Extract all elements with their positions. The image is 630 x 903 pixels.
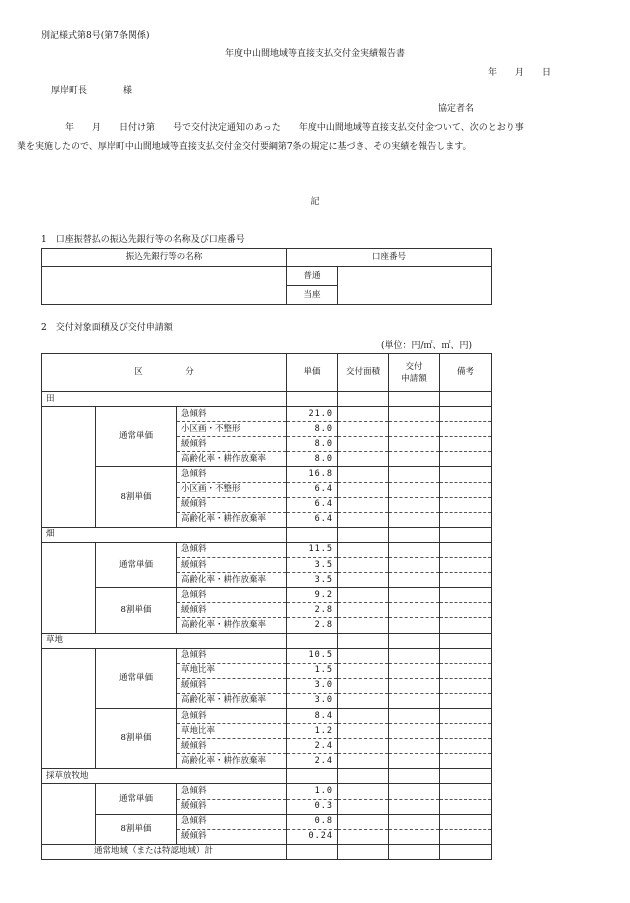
blank-cell <box>287 769 338 784</box>
input-cell[interactable] <box>338 512 389 527</box>
price-type: 通常単価 <box>96 407 177 467</box>
input-cell[interactable] <box>440 663 492 678</box>
input-cell[interactable] <box>338 678 389 693</box>
slope-category: 小区画・不整形 <box>177 482 287 497</box>
land-category-row <box>42 392 492 407</box>
slope-category: 緩傾斜 <box>177 603 287 618</box>
subsidy-area-table <box>41 353 492 860</box>
input-cell[interactable] <box>338 844 389 859</box>
land-category-row <box>42 769 492 784</box>
slope-category: 緩傾斜 <box>177 739 287 754</box>
col-amount-line1: 交付 <box>405 361 423 372</box>
indent-cell <box>42 588 96 633</box>
slope-category: 緩傾斜 <box>177 497 287 512</box>
input-cell[interactable] <box>440 467 492 482</box>
input-cell[interactable] <box>440 708 492 723</box>
input-cell[interactable] <box>389 407 440 422</box>
input-cell[interactable] <box>338 618 389 633</box>
section1-heading: 1 口座振替払の振込先銀行等の名称及び口座番号 <box>41 235 245 245</box>
slope-category: 急傾斜 <box>177 784 287 799</box>
account-type-futsu: 普通 <box>287 267 338 286</box>
input-cell[interactable] <box>389 708 440 723</box>
input-cell[interactable] <box>338 829 389 844</box>
unit-price-value: 0.8 <box>287 814 338 829</box>
input-cell[interactable] <box>389 512 440 527</box>
col-unit-price: 単価 <box>287 354 338 392</box>
input-cell[interactable] <box>440 799 492 814</box>
unit-price-value: 3.0 <box>287 678 338 693</box>
ki-mark: 記 <box>310 197 320 207</box>
slope-category: 急傾斜 <box>177 814 287 829</box>
col-amount-line2: 申請額 <box>401 373 427 384</box>
body-line-2: 業を実施したので、厚岸町中山間地域等直接支払交付金交付要綱第7条の規定に基づき、その実績を報告します。 <box>17 142 472 152</box>
input-cell[interactable] <box>440 588 492 603</box>
blank-cell <box>440 633 492 648</box>
unit-price-value: 2.8 <box>287 603 338 618</box>
input-cell[interactable] <box>440 648 492 663</box>
price-type: 通常単価 <box>96 784 177 814</box>
unit-price-value: 6.4 <box>287 497 338 512</box>
input-cell[interactable] <box>287 844 338 859</box>
input-cell[interactable] <box>440 603 492 618</box>
land-category: 田 <box>42 392 287 407</box>
input-cell[interactable] <box>389 648 440 663</box>
unit-price-value: 2.4 <box>287 739 338 754</box>
col-account-number: 口座番号 <box>287 249 492 267</box>
input-cell[interactable] <box>338 663 389 678</box>
body-paragraph <box>17 119 586 157</box>
slope-category: 高齢化率・耕作放棄率 <box>177 754 287 769</box>
unit-price-value: 1.0 <box>287 784 338 799</box>
slope-category: 草地比率 <box>177 663 287 678</box>
slope-category: 急傾斜 <box>177 588 287 603</box>
blank-cell <box>338 769 389 784</box>
input-cell[interactable] <box>440 558 492 573</box>
total-label: 通常地域（または特認地域）計 <box>42 844 287 859</box>
slope-category: 緩傾斜 <box>177 437 287 452</box>
input-cell[interactable] <box>338 497 389 512</box>
input-cell[interactable] <box>338 467 389 482</box>
blank-cell <box>287 527 338 542</box>
land-category: 草地 <box>42 633 287 648</box>
input-cell[interactable] <box>389 558 440 573</box>
indent-cell <box>42 708 96 768</box>
unit-price-value: 10.5 <box>287 648 338 663</box>
input-cell[interactable] <box>389 467 440 482</box>
input-cell[interactable] <box>440 422 492 437</box>
blank-cell <box>389 392 440 407</box>
slope-category: 緩傾斜 <box>177 799 287 814</box>
input-cell[interactable] <box>389 844 440 859</box>
slope-category: 急傾斜 <box>177 708 287 723</box>
blank-cell <box>389 527 440 542</box>
blank-cell <box>389 769 440 784</box>
blank-cell <box>338 527 389 542</box>
slope-category: 草地比率 <box>177 724 287 739</box>
input-cell[interactable] <box>338 422 389 437</box>
input-cell[interactable] <box>389 573 440 588</box>
total-row <box>42 844 492 859</box>
input-cell[interactable] <box>389 678 440 693</box>
slope-category: 急傾斜 <box>177 467 287 482</box>
document-title: 年度中山間地域等直接支払交付金実績報告書 <box>224 49 405 59</box>
blank-cell <box>287 633 338 648</box>
date-line: 年 月 日 <box>488 68 552 78</box>
input-cell[interactable] <box>338 542 389 557</box>
input-cell[interactable] <box>338 482 389 497</box>
blank-cell <box>440 392 492 407</box>
table-row <box>42 467 492 482</box>
input-cell[interactable] <box>338 603 389 618</box>
section2-heading: 2 交付対象面積及び交付申請額 <box>41 323 173 333</box>
input-cell[interactable] <box>440 754 492 769</box>
input-cell[interactable] <box>338 724 389 739</box>
slope-category: 高齢化率・耕作放棄率 <box>177 573 287 588</box>
input-cell[interactable] <box>440 452 492 467</box>
blank-cell <box>338 633 389 648</box>
slope-category: 急傾斜 <box>177 407 287 422</box>
unit-price-value: 8.0 <box>287 437 338 452</box>
input-cell[interactable] <box>389 588 440 603</box>
unit-price-value: 3.0 <box>287 693 338 708</box>
unit-price-value: 0.24 <box>287 829 338 844</box>
input-cell[interactable] <box>338 407 389 422</box>
input-cell[interactable] <box>440 784 492 799</box>
unit-price-value: 3.5 <box>287 573 338 588</box>
input-cell[interactable] <box>338 814 389 829</box>
input-cell[interactable] <box>440 437 492 452</box>
indent-cell <box>42 648 96 708</box>
input-cell[interactable] <box>389 497 440 512</box>
col-area: 交付面積 <box>338 354 389 392</box>
input-cell[interactable] <box>440 542 492 557</box>
slope-category: 緩傾斜 <box>177 558 287 573</box>
input-cell[interactable] <box>338 648 389 663</box>
input-cell[interactable] <box>389 799 440 814</box>
slope-category: 高齢化率・耕作放棄率 <box>177 512 287 527</box>
input-cell[interactable] <box>389 452 440 467</box>
input-cell[interactable] <box>338 754 389 769</box>
unit-price-value: 21.0 <box>287 407 338 422</box>
price-type: 8割単価 <box>96 588 177 633</box>
input-cell[interactable] <box>389 814 440 829</box>
form-code: 別記様式第8号(第7条関係) <box>41 31 150 41</box>
slope-category: 急傾斜 <box>177 542 287 557</box>
land-category-row <box>42 633 492 648</box>
price-type: 8割単価 <box>96 467 177 527</box>
indent-cell <box>42 407 96 467</box>
unit-price-value: 8.0 <box>287 422 338 437</box>
input-cell[interactable] <box>440 618 492 633</box>
input-cell[interactable] <box>389 663 440 678</box>
blank-cell <box>389 633 440 648</box>
input-cell[interactable] <box>338 799 389 814</box>
account-number-field[interactable] <box>338 267 492 305</box>
addressee: 厚岸町長 様 <box>51 86 133 96</box>
input-cell[interactable] <box>338 739 389 754</box>
table-row <box>42 708 492 723</box>
input-cell[interactable] <box>389 437 440 452</box>
account-type-toza: 当座 <box>287 286 338 305</box>
input-cell[interactable] <box>440 693 492 708</box>
input-cell[interactable] <box>440 573 492 588</box>
input-cell[interactable] <box>440 739 492 754</box>
input-cell[interactable] <box>389 603 440 618</box>
input-cell[interactable] <box>389 754 440 769</box>
input-cell[interactable] <box>338 784 389 799</box>
input-cell[interactable] <box>338 437 389 452</box>
blank-cell <box>440 769 492 784</box>
blank-cell <box>287 392 338 407</box>
input-cell[interactable] <box>440 407 492 422</box>
input-cell[interactable] <box>389 693 440 708</box>
bank-name-field[interactable] <box>42 267 287 305</box>
unit-price-value: 0.3 <box>287 799 338 814</box>
input-cell[interactable] <box>338 573 389 588</box>
input-cell[interactable] <box>389 724 440 739</box>
table-row <box>42 588 492 603</box>
price-type: 8割単価 <box>96 814 177 844</box>
input-cell[interactable] <box>338 708 389 723</box>
unit-price-value: 8.4 <box>287 708 338 723</box>
input-cell[interactable] <box>338 452 389 467</box>
input-cell[interactable] <box>440 724 492 739</box>
slope-category: 急傾斜 <box>177 648 287 663</box>
input-cell[interactable] <box>338 558 389 573</box>
table-row <box>42 814 492 829</box>
unit-price-value: 16.8 <box>287 467 338 482</box>
input-cell[interactable] <box>440 482 492 497</box>
unit-price-value: 1.2 <box>287 724 338 739</box>
input-cell[interactable] <box>440 497 492 512</box>
slope-category: 高齢化率・耕作放棄率 <box>177 452 287 467</box>
indent-cell <box>42 784 96 814</box>
land-category-row <box>42 527 492 542</box>
table-row <box>42 648 492 663</box>
col-amount <box>389 354 440 392</box>
input-cell[interactable] <box>389 482 440 497</box>
input-cell[interactable] <box>440 844 492 859</box>
col-kubun: 区 分 <box>42 354 287 392</box>
input-cell[interactable] <box>389 618 440 633</box>
indent-cell <box>42 467 96 527</box>
input-cell[interactable] <box>389 542 440 557</box>
unit-price-value: 6.4 <box>287 482 338 497</box>
unit-price-value: 8.0 <box>287 452 338 467</box>
col-note: 備考 <box>440 354 492 392</box>
input-cell[interactable] <box>440 512 492 527</box>
unit-price-value: 2.8 <box>287 618 338 633</box>
slope-category: 緩傾斜 <box>177 678 287 693</box>
table-row <box>42 784 492 799</box>
indent-cell <box>42 814 96 844</box>
price-type: 通常単価 <box>96 648 177 708</box>
unit-price-value: 9.2 <box>287 588 338 603</box>
bank-account-table <box>41 248 492 305</box>
input-cell[interactable] <box>389 784 440 799</box>
input-cell[interactable] <box>440 678 492 693</box>
table-row <box>42 407 492 422</box>
blank-cell <box>338 392 389 407</box>
body-line-1: 年 月 日付け第 号で交付決定通知のあった 年度中山間地域等直接支払交付金ついて、次のとおり事 <box>65 123 524 133</box>
slope-category: 緩傾斜 <box>177 829 287 844</box>
price-type: 8割単価 <box>96 708 177 768</box>
agreement-holder-label: 協定者名 <box>438 104 475 114</box>
price-type: 通常単価 <box>96 542 177 587</box>
input-cell[interactable] <box>440 829 492 844</box>
slope-category: 小区画・不整形 <box>177 422 287 437</box>
slope-category: 高齢化率・耕作放棄率 <box>177 693 287 708</box>
unit-price-value: 11.5 <box>287 542 338 557</box>
unit-price-value: 2.4 <box>287 754 338 769</box>
land-category: 畑 <box>42 527 287 542</box>
input-cell[interactable] <box>389 422 440 437</box>
table-row <box>42 542 492 557</box>
unit-price-value: 3.5 <box>287 558 338 573</box>
input-cell[interactable] <box>440 814 492 829</box>
slope-category: 高齢化率・耕作放棄率 <box>177 618 287 633</box>
unit-price-value: 1.5 <box>287 663 338 678</box>
input-cell[interactable] <box>338 693 389 708</box>
blank-cell <box>440 527 492 542</box>
input-cell[interactable] <box>338 588 389 603</box>
col-bank-name: 振込先銀行等の名称 <box>42 249 287 267</box>
input-cell[interactable] <box>389 739 440 754</box>
unit-price-value: 6.4 <box>287 512 338 527</box>
input-cell[interactable] <box>389 829 440 844</box>
unit-note: (単位：円/㎡、㎡、円) <box>381 341 473 351</box>
land-category: 採草放牧地 <box>42 769 287 784</box>
indent-cell <box>42 542 96 587</box>
